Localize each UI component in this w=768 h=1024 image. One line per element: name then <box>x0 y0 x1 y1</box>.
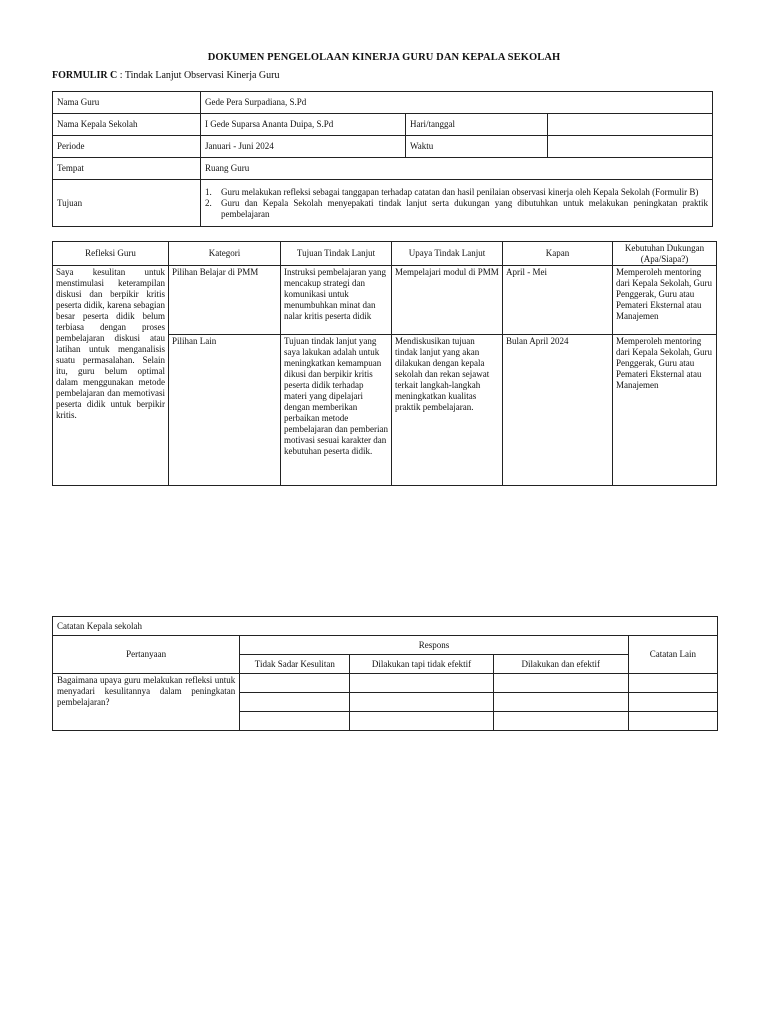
refleksi-row <box>53 266 717 335</box>
response-cell <box>240 674 350 693</box>
nama-guru-value: Gede Pera Surpadiana, S.Pd <box>201 92 713 114</box>
tujuan-text: Guru dan Kepala Sekolah menyepakati tindak lanjut serta dukungan yang dibutuhkan untuk melakukan peningkatan praktik pembelajaran <box>221 197 708 219</box>
tempat-label: Tempat <box>53 158 201 180</box>
hari-value <box>548 114 713 136</box>
info-table <box>52 91 713 227</box>
refleksi-header-row <box>53 242 717 266</box>
upaya-cell: Mempelajari modul di PMM <box>392 266 503 335</box>
tujuan-cell: Tujuan tindak lanjut yang saya lakukan adalah untuk meningkatkan kemampuan dikusi dan berpikir kritis peserta didik terhadap materi yang dipelajari dengan memberikan perbaikan metode pembelajaran dan pemberian motivasi sesuai karakter dan kebutuhan peserta didik. <box>281 335 392 486</box>
tujuan-item <box>205 187 708 198</box>
catatan-title: Catatan Kepala sekolah <box>53 617 718 636</box>
refleksi-table <box>52 241 717 486</box>
tujuan-text: Guru melakukan refleksi sebagai tanggapan terhadap catatan dan hasil penilaian observasi kinerja oleh Kepala Sekolah (Formulir B) <box>221 186 699 197</box>
respons-option: Dilakukan dan efektif <box>493 655 628 674</box>
kategori-cell: Pilihan Lain <box>169 335 281 486</box>
question-text: Bagaimana upaya guru melakukan refleksi untuk menyadari kesulitannya dalam peningkatan pembelajaran? <box>53 674 240 731</box>
nama-kepsek-label: Nama Kepala Sekolah <box>53 114 201 136</box>
tempat-value: Ruang Guru <box>201 158 713 180</box>
catatan-table <box>52 616 718 731</box>
catatan-lain-header: Catatan Lain <box>628 636 717 674</box>
header-tujuan: Tujuan Tindak Lanjut <box>281 242 392 266</box>
periode-value: Januari - Juni 2024 <box>201 136 406 158</box>
periode-label: Periode <box>53 136 201 158</box>
kapan-cell: April - Mei <box>503 266 613 335</box>
row-periode <box>53 136 713 158</box>
row-tujuan <box>53 180 713 227</box>
nama-guru-label: Nama Guru <box>53 92 201 114</box>
refleksi-guru-text: Saya kesulitan untuk menstimulasi keterampilan diskusi dan berpikir kritis peserta didik, karena sebagian besar peserta didik belum terbiasa dengan proses pembelajaran diskusi atau latihan untuk menganalisis suatu permasalahan. Selain itu, guru belum optimal dalam menggunakan metode pembelajaran dan memotivasi peserta didik untuk berpikir kritis. <box>53 266 169 486</box>
waktu-value <box>548 136 713 158</box>
tujuan-item <box>205 198 708 220</box>
waktu-label: Waktu <box>406 136 548 158</box>
nama-kepsek-value: I Gede Suparsa Ananta Duipa, S.Pd <box>201 114 406 136</box>
respons-option: Tidak Sadar Kesulitan <box>240 655 350 674</box>
tujuan-label: Tujuan <box>53 180 201 227</box>
catatan-lain-cell <box>628 674 717 693</box>
kebutuhan-cell: Memperoleh mentoring dari Kepala Sekolah, Guru Penggerak, Guru atau Pemateri Eksternal atau Manajemen <box>613 266 717 335</box>
header-upaya: Upaya Tindak Lanjut <box>392 242 503 266</box>
response-cell <box>493 674 628 693</box>
response-cell <box>240 712 350 731</box>
tujuan-num: 2. <box>205 197 212 208</box>
hari-label: Hari/tanggal <box>406 114 548 136</box>
document-title: DOKUMEN PENGELOLAAN KINERJA GURU DAN KEPALA SEKOLAH <box>207 52 561 63</box>
response-cell <box>240 693 350 712</box>
response-cell <box>350 674 493 693</box>
catatan-lain-cell <box>628 712 717 731</box>
tujuan-value <box>201 180 713 227</box>
catatan-title-row <box>53 617 718 636</box>
form-code: FORMULIR C <box>52 70 118 81</box>
row-nama-kepsek <box>53 114 713 136</box>
kapan-cell: Bulan April 2024 <box>503 335 613 486</box>
tujuan-cell: Instruksi pembelajaran yang mencakup strategi dan komunikasi untuk menumbuhkan minat dan nalar kritis peserta didik <box>281 266 392 335</box>
kategori-cell: Pilihan Belajar di PMM <box>169 266 281 335</box>
header-kebutuhan: Kebutuhan Dukungan (Apa/Siapa?) <box>613 242 717 266</box>
kebutuhan-cell: Memperoleh mentoring dari Kepala Sekolah, Guru Penggerak, Guru atau Pemateri Eksternal atau Manajemen <box>613 335 717 486</box>
catatan-lain-cell <box>628 693 717 712</box>
tujuan-list <box>205 187 708 220</box>
response-cell <box>350 712 493 731</box>
row-nama-guru <box>53 92 713 114</box>
upaya-cell: Mendiskusikan tujuan tindak lanjut yang akan dilakukan dengan kepala sekolah dan rekan sejawat terkait langkah-langkah meningkatkan kualitas praktik pembelajaran. <box>392 335 503 486</box>
respons-header: Respons <box>240 636 629 655</box>
respons-option: Dilakukan tapi tidak efektif <box>350 655 493 674</box>
row-tempat <box>53 158 713 180</box>
pertanyaan-header: Pertanyaan <box>53 636 240 674</box>
header-kapan: Kapan <box>503 242 613 266</box>
form-subtitle: : Tindak Lanjut Observasi Kinerja Guru <box>117 70 280 81</box>
response-cell <box>350 693 493 712</box>
question-row <box>53 674 718 693</box>
response-cell <box>493 712 628 731</box>
response-cell <box>493 693 628 712</box>
catatan-header-row <box>53 636 718 655</box>
tujuan-num: 1. <box>205 186 212 197</box>
header-refleksi-guru: Refleksi Guru <box>53 242 169 266</box>
header-kategori: Kategori <box>169 242 281 266</box>
form-label <box>52 70 279 81</box>
